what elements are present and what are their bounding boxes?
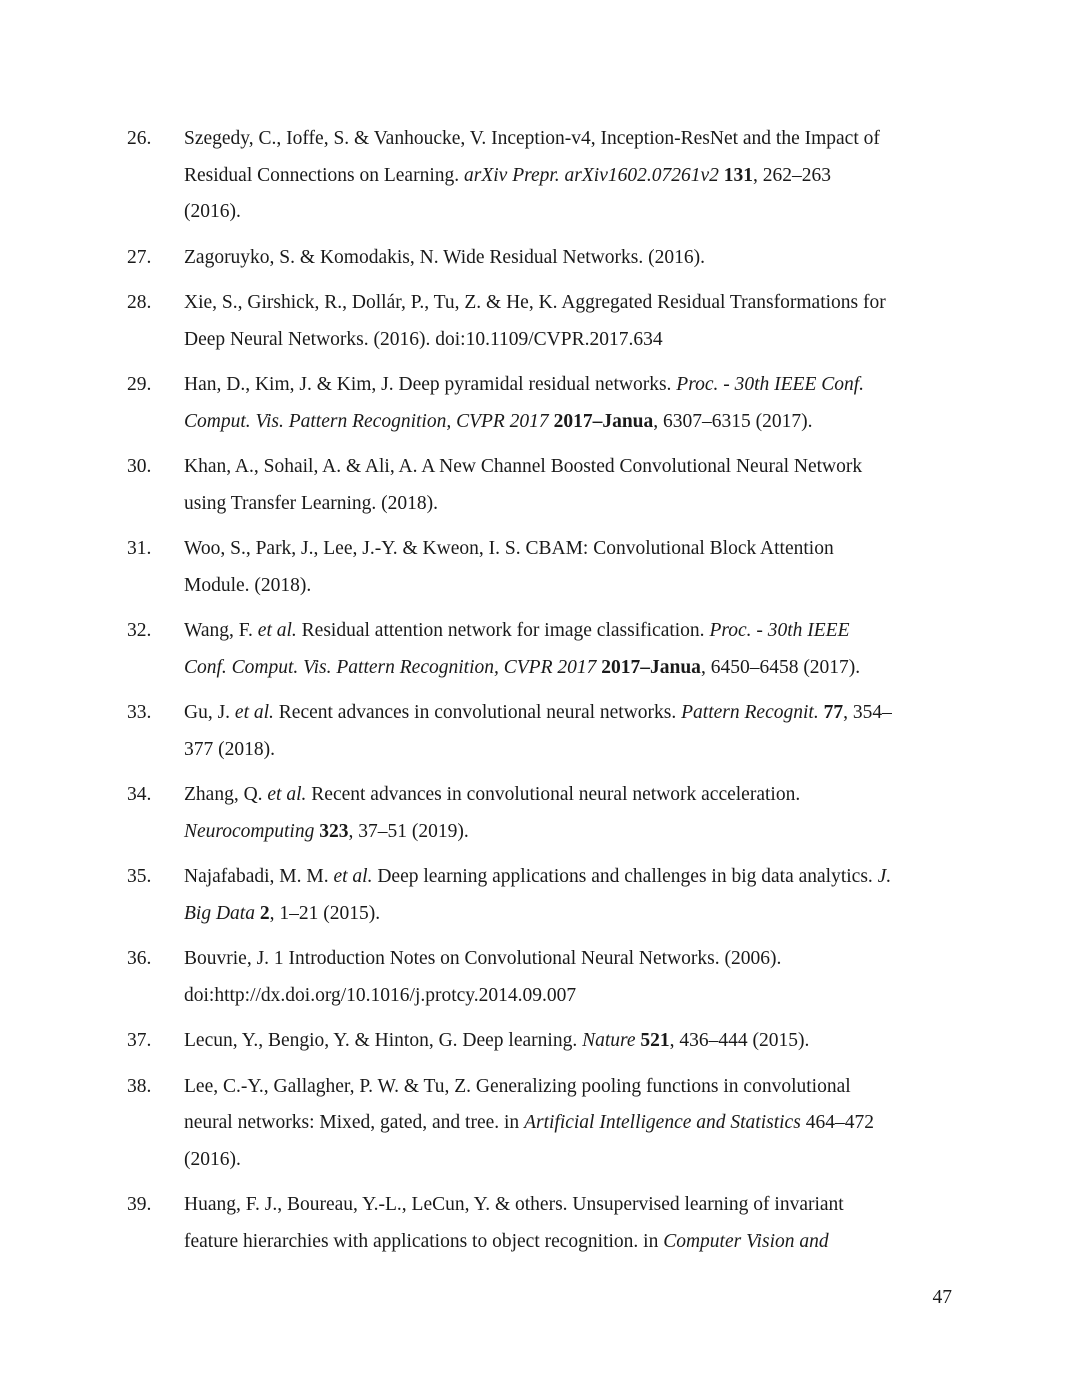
reference-text [184,1023,959,1060]
reference-number: 33. [127,702,152,723]
reference-line [184,285,959,322]
reference-text-run: using Transfer Learning. (2018). [184,492,439,514]
reference-italic-run: et al. [333,866,373,887]
reference-line [184,1023,959,1060]
reference-text [184,121,959,231]
reference-italic-run: arXiv Prepr. arXiv1602.07261v2 [464,164,719,186]
reference-item [0,777,1080,850]
reference-item [0,367,1080,440]
reference-text-run: , 6307–6315 (2017). [653,410,813,432]
reference-item [0,613,1080,686]
reference-text-run: Najafabadi, M. M. [184,866,334,887]
reference-italic-run: Computer Vision and [663,1230,829,1252]
reference-number: 37. [127,1030,152,1051]
reference-text-run: Zhang, Q. [184,784,268,805]
reference-number: 39. [127,1194,152,1215]
reference-line [184,695,959,732]
reference-item [0,941,1080,1014]
reference-text-run: Huang, F. J., Boureau, Y.-L., LeCun, Y. & others. Unsupervised learning of invariant [184,1194,844,1215]
reference-text [184,367,959,440]
reference-line [184,404,959,441]
reference-text-run: Khan, A., Sohail, A. & Ali, A. A New Channel Boosted Convolutional Neural Network [184,456,863,477]
reference-text-run: 464–472 [800,1112,874,1133]
reference-line [184,1142,959,1179]
reference-text-run: (2016). [184,1148,241,1170]
reference-bold-run: 131 [723,164,754,186]
reference-text-run: Recent advances in convolutional neural network acceleration. [306,784,801,805]
reference-text [184,240,959,277]
reference-text-run: Wang, F. [184,620,258,641]
reference-line [184,158,959,195]
reference-text-run: 377 (2018). [184,738,275,760]
reference-text [184,941,959,1014]
reference-line [184,367,959,404]
reference-line [184,859,959,896]
reference-bold-run: 2017–Janua [553,410,654,432]
reference-line [184,194,959,231]
reference-text [184,449,959,522]
reference-number: 35. [127,866,152,887]
reference-text-run: Residual attention network for image classification. [296,620,710,641]
reference-number: 29. [127,374,152,395]
reference-line [184,1224,959,1261]
reference-text-run: Han, D., Kim, J. & Kim, J. Deep pyramidal residual networks. [184,374,677,395]
reference-bold-run: 2 [259,902,270,924]
reference-number: 30. [127,456,152,477]
reference-italic-run: Neurocomputing [184,820,315,842]
reference-number: 31. [127,538,152,559]
reference-text-run: Zagoruyko, S. & Komodakis, N. Wide Residual Networks. (2016). [184,246,705,268]
reference-text-run: Szegedy, C., Ioffe, S. & Vanhoucke, V. Inception-v4, Inception-ResNet and the Impact of [184,128,880,149]
reference-line [184,814,959,851]
reference-italic-run: Pattern Recognit. [681,702,819,723]
reference-number: 32. [127,620,152,641]
reference-italic-run: Proc. - 30th IEEE Conf. [676,374,865,395]
reference-line [184,896,959,933]
reference-line [184,1069,959,1106]
reference-italic-run: Proc. - 30th IEEE [709,620,850,641]
reference-item [0,240,1080,277]
reference-text-run: feature hierarchies with applications to object recognition. in [184,1230,664,1252]
reference-text [184,695,959,768]
reference-bold-run: 2017–Janua [601,656,701,678]
reference-line [184,240,959,277]
reference-item [0,285,1080,358]
reference-number: 38. [127,1075,152,1097]
reference-text-run: Deep learning applications and challenges in big data analytics. [372,866,878,887]
reference-number: 34. [127,784,152,805]
reference-italic-run: et al. [257,620,297,641]
reference-item [0,859,1080,932]
reference-text-run: Xie, S., Girshick, R., Dollár, P., Tu, Z. & He, K. Aggregated Residual Transformations for [184,292,886,313]
reference-text-run: Bouvrie, J. 1 Introduction Notes on Convolutional Neural Networks. (2006). [184,948,782,969]
reference-text-run: (2016). [184,201,241,222]
reference-text [184,1187,959,1260]
reference-line [184,650,959,687]
reference-text-run: Module. (2018). [184,574,312,596]
reference-line [184,486,959,523]
reference-bold-run: 323 [319,820,349,842]
reference-italic-run: Artificial Intelligence and Statistics [524,1112,801,1133]
reference-line [184,613,959,650]
reference-line [184,449,959,486]
reference-italic-run: Comput. Vis. Pattern Recognition, CVPR 2017 [184,410,549,432]
reference-text [184,859,959,932]
reference-text-run: Gu, J. [184,702,235,723]
reference-italic-run: et al. [234,702,274,723]
reference-number: 28. [127,292,152,313]
reference-text-run: Recent advances in convolutional neural networks. [273,702,682,723]
reference-text-run: , 354– [843,702,892,723]
reference-line [184,568,959,605]
reference-text-run: Lee, C.-Y., Gallagher, P. W. & Tu, Z. Generalizing pooling functions in convolutional [184,1075,851,1097]
reference-text [184,1069,959,1179]
page-number: 47 [932,1287,952,1308]
reference-text-run: , 6450–6458 (2017). [700,656,861,678]
reference-italic-run: et al. [267,784,307,805]
reference-text [184,531,959,604]
reference-item [0,449,1080,522]
reference-bold-run: 521 [640,1030,670,1051]
reference-line [184,978,959,1015]
reference-line [184,121,959,158]
reference-line [184,322,959,359]
reference-number: 27. [127,246,152,268]
reference-number: 36. [127,948,152,969]
reference-line [184,777,959,814]
reference-text [184,613,959,686]
reference-line [184,941,959,978]
reference-text-run: , 436–444 (2015). [669,1030,810,1051]
reference-italic-run: J. [877,866,892,887]
reference-line [184,732,959,769]
reference-item [0,1187,1080,1260]
reference-text-run: neural networks: Mixed, gated, and tree. in [184,1112,525,1133]
reference-text [184,285,959,358]
reference-text-run: Lecun, Y., Bengio, Y. & Hinton, G. Deep learning. [184,1030,583,1051]
reference-line [184,531,959,568]
reference-italic-run: Big Data [184,902,255,924]
reference-item [0,695,1080,768]
reference-text-run: , 262–263 [753,164,832,186]
reference-item [0,121,1080,231]
reference-item [0,531,1080,604]
reference-list [0,121,1080,1269]
reference-italic-run: Nature [582,1030,636,1051]
reference-line [184,1187,959,1224]
reference-text-run: Deep Neural Networks. (2016). doi:10.1109/CVPR.2017.634 [184,328,663,350]
reference-italic-run: Conf. Comput. Vis. Pattern Recognition, CVPR 2017 [184,656,597,678]
reference-text-run: , 37–51 (2019). [348,820,469,842]
reference-text-run: Woo, S., Park, J., Lee, J.-Y. & Kweon, I. S. CBAM: Convolutional Block Attention [184,538,834,559]
reference-text-run: doi:http://dx.doi.org/10.1016/j.protcy.2014.09.007 [184,984,577,1006]
reference-text-run: Residual Connections on Learning. [184,164,464,186]
reference-bold-run: 77 [823,702,844,723]
reference-item [0,1023,1080,1060]
reference-line [184,1105,959,1142]
reference-item [0,1069,1080,1179]
reference-number: 26. [127,128,152,149]
reference-text [184,777,959,850]
reference-text-run: , 1–21 (2015). [269,902,381,924]
